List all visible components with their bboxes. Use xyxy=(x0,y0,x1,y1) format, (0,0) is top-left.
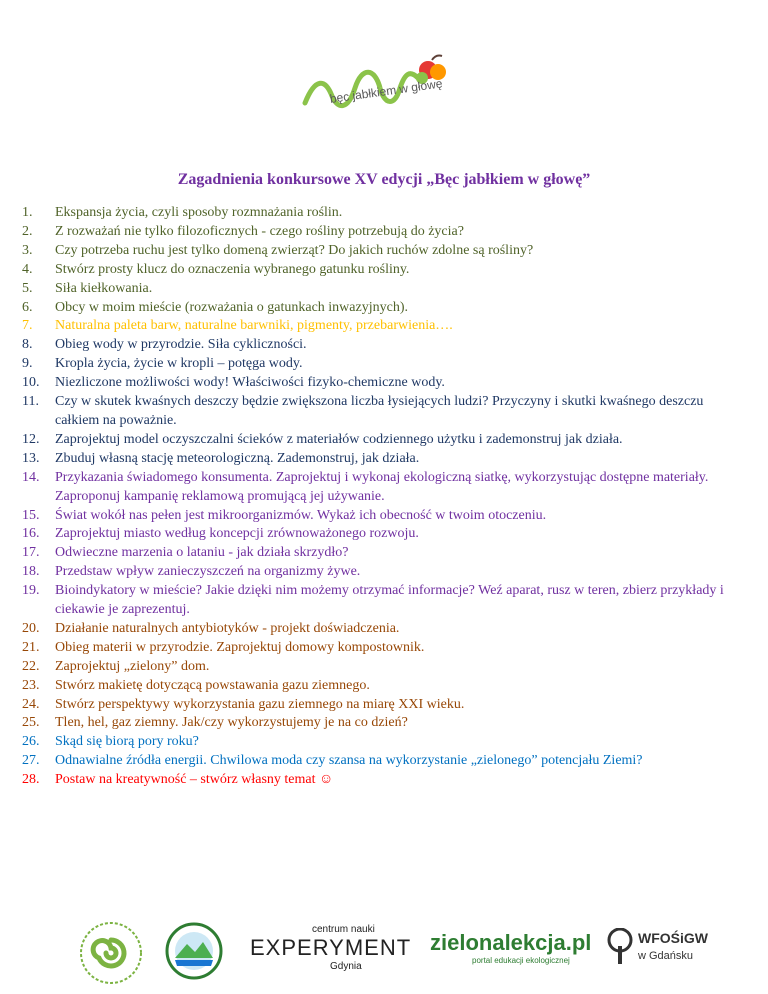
page-title: Zagadnienia konkursowe XV edycji „Bęc jabłkiem w głowę” xyxy=(177,171,591,188)
topic-text: Zaprojektuj model oczyszczalni ścieków z materiałów codziennego użytku i zademonstruj jak działa. xyxy=(55,431,623,447)
topic-number: 9. xyxy=(22,356,33,372)
topic-text: Skąd się biorą pory roku? xyxy=(55,734,199,750)
topic-number: 13. xyxy=(22,450,40,466)
experyment-logo: centrum nauki EXPERYMENT Gdynia xyxy=(250,924,412,972)
topic-number: 17. xyxy=(22,545,40,561)
topic-number: 22. xyxy=(22,658,40,674)
topic-number: 4. xyxy=(22,261,33,277)
topic-item xyxy=(22,771,742,790)
topic-text: Ekspansja życia, czyli sposoby rozmnażania roślin. xyxy=(55,205,343,220)
topic-text: Czy w skutek kwaśnych deszczy będzie zwiększona liczba łysiejących ludzi? Przyczyny i skutki kwaśnego deszczu całkiem na poważnie. xyxy=(55,394,704,428)
topic-text: Działanie naturalnych antybiotyków - projekt doświadczenia. xyxy=(55,620,400,636)
topic-number: 11. xyxy=(22,394,39,410)
topic-number: 8. xyxy=(22,337,33,353)
topic-item xyxy=(22,696,742,715)
topic-text: Zaprojektuj miasto według koncepcji zrównoważonego rozwoju. xyxy=(55,526,419,542)
topic-text: Z rozważań nie tylko filozoficznych - czego rośliny potrzebują do życia? xyxy=(55,223,464,239)
topic-number: 21. xyxy=(22,639,40,655)
zielonalekcja-logo: zielonalekcja.pl portal edukacji ekologicznej xyxy=(430,930,592,965)
topic-item xyxy=(22,639,742,658)
topic-item xyxy=(22,752,742,771)
topic-number: 20. xyxy=(22,620,40,636)
topic-text: Zaprojektuj „zielony” dom. xyxy=(55,658,210,674)
topic-text: Stwórz perspektywy wykorzystania gazu ziemnego na miarę XXI wieku. xyxy=(55,696,465,712)
topic-item xyxy=(22,714,742,733)
topic-item xyxy=(22,242,742,261)
topic-item xyxy=(22,336,742,355)
topic-item xyxy=(22,431,742,450)
topic-item xyxy=(22,299,742,318)
topic-item xyxy=(22,507,742,526)
topic-item xyxy=(22,582,742,620)
topic-text: Stwórz prosty klucz do oznaczenia wybranego gatunku rośliny. xyxy=(55,261,410,277)
topic-number: 14. xyxy=(22,469,40,485)
topic-item xyxy=(22,620,742,639)
topic-item xyxy=(22,280,742,299)
topic-number: 7. xyxy=(22,318,33,334)
topic-item xyxy=(22,204,742,223)
topic-item xyxy=(22,544,742,563)
topic-text: Bioindykatory w mieście? Jakie dzięki nim możemy otrzymać informacje? Weź aparat, rusz w teren, zbierz przykłady i ciekawie je zaprezentuj. xyxy=(55,583,724,618)
topic-number: 26. xyxy=(22,734,40,750)
round-seal-logo xyxy=(165,922,223,985)
topic-number: 18. xyxy=(22,564,40,580)
topic-item xyxy=(22,525,742,544)
topic-text: Kropla życia, życie w kropli – potęga wody. xyxy=(55,356,303,372)
topic-text: Odwieczne marzenia o lataniu - jak działa skrzydło? xyxy=(55,545,349,561)
topic-item xyxy=(22,223,742,242)
topic-number: 27. xyxy=(22,753,40,769)
topic-item xyxy=(22,374,742,393)
topic-item xyxy=(22,658,742,677)
topic-number: 15. xyxy=(22,507,40,523)
topic-text: Przedstaw wpływ zanieczyszczeń na organizmy żywe. xyxy=(55,564,361,580)
topic-item xyxy=(22,450,742,469)
topic-number: 23. xyxy=(22,677,40,693)
green-spiral-icon xyxy=(78,920,144,986)
topic-text: Świat wokół nas pełen jest mikroorganizmów. Wykaż ich obecność w twoim otoczeniu. xyxy=(55,507,547,523)
topic-number: 12. xyxy=(22,431,40,447)
landscape-seal-icon xyxy=(165,922,223,980)
topic-number: 24. xyxy=(22,696,40,712)
topic-item xyxy=(22,677,742,696)
topic-text: Postaw na kreatywność – stwórz własny temat ☺ xyxy=(55,772,334,788)
topic-text: Stwórz makietę dotyczącą powstawania gazu ziemnego. xyxy=(55,677,370,693)
topic-text: Naturalna paleta barw, naturalne barwniki, pigmenty, przebarwienia…. xyxy=(55,318,453,334)
topic-text: Zbuduj własną stację meteorologiczną. Zademonstruj, jak działa. xyxy=(55,450,420,466)
topic-text: Tlen, hel, gaz ziemny. Jak/czy wykorzystujemy je na co dzień? xyxy=(55,715,408,731)
spiral-logo xyxy=(78,920,144,991)
topic-number: 6. xyxy=(22,299,33,315)
topic-text: Niezliczone możliwości wody! Właściwości fizyko-chemiczne wody. xyxy=(55,375,445,391)
topic-number: 10. xyxy=(22,375,40,391)
logo-tagline: bęc jabłkiem w głowę xyxy=(329,76,444,106)
topic-item xyxy=(22,563,742,582)
topic-item xyxy=(22,261,742,280)
topic-text: Obieg materii w przyrodzie. Zaprojektuj domowy kompostownik. xyxy=(55,639,425,655)
tree-icon xyxy=(606,928,634,966)
topic-text: Czy potrzeba ruchu jest tylko domeną zwierząt? Do jakich ruchów zdolne są rośliny? xyxy=(55,242,534,258)
topic-item xyxy=(22,317,742,336)
topic-number: 5. xyxy=(22,280,33,296)
topic-number: 2. xyxy=(22,223,33,239)
topic-number: 1. xyxy=(22,205,33,220)
topic-item xyxy=(22,393,742,431)
topic-number: 19. xyxy=(22,583,40,599)
topic-text: Odnawialne źródła energii. Chwilowa moda czy szansa na wykorzystanie „zielonego” potencjału Ziemi? xyxy=(55,753,643,769)
topic-number: 3. xyxy=(22,242,33,258)
topic-text: Obieg wody w przyrodzie. Siła cykliczności. xyxy=(55,337,307,353)
topic-text: Przykazania świadomego konsumenta. Zaprojektuj i wykonaj ekologiczną siatkę, wykorzystując dostępne materiały. Zaproponuj kampanię reklamową promującą jej używanie. xyxy=(55,469,709,504)
topic-text: Obcy w moim mieście (rozważania o gatunkach inwazyjnych). xyxy=(55,299,408,315)
topic-item xyxy=(22,733,742,752)
sponsor-logos: centrum nauki EXPERYMENT Gdynia zielonalekcja.pl portal edukacji ekologicznej WFOŚiGW w Gdańsku xyxy=(0,920,768,990)
topics-list xyxy=(22,204,742,790)
topic-text: Siła kiełkowania. xyxy=(55,280,153,296)
topic-number: 25. xyxy=(22,715,40,731)
topic-number: 16. xyxy=(22,526,40,542)
topic-item xyxy=(22,355,742,374)
topic-number: 28. xyxy=(22,772,40,788)
topic-item xyxy=(22,469,742,507)
